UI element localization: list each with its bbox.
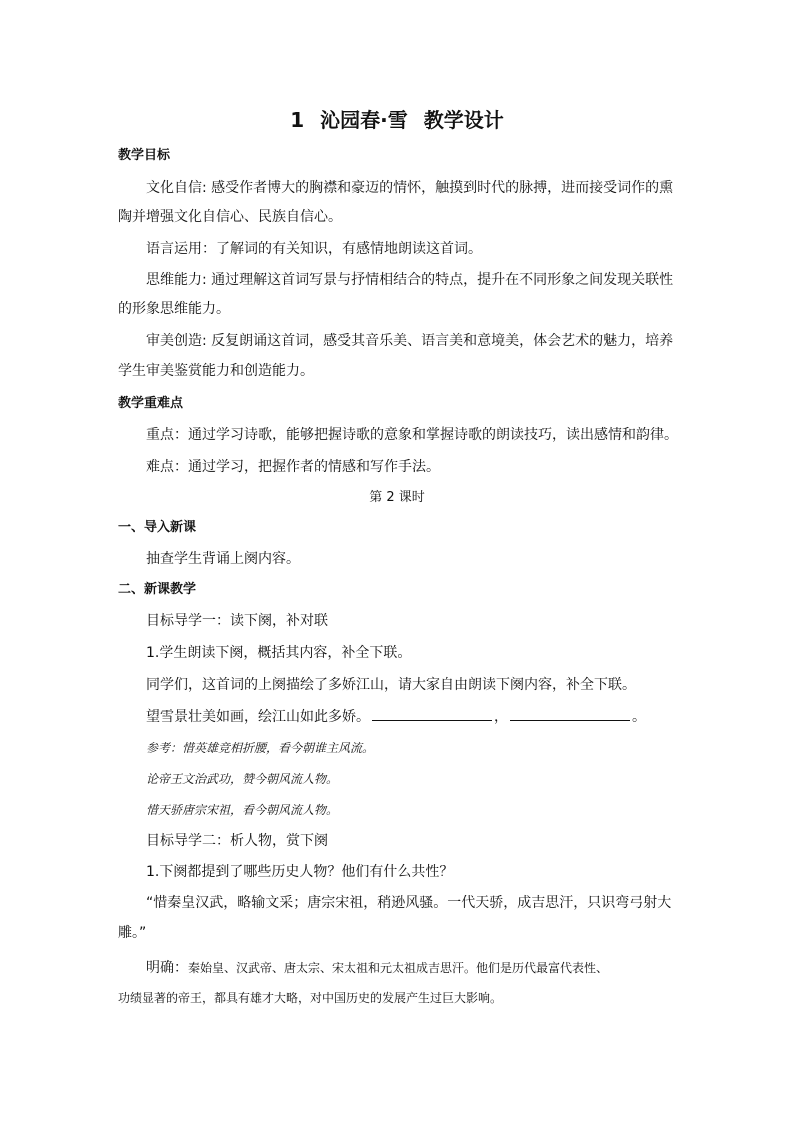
goal-language: 语言运用：了解词的有关知识，有感情地朗读这首词。 (146, 241, 482, 257)
goal-thinking-line2: 的形象思维能力。 (118, 301, 230, 317)
step1: 1.学生朗读下阕，概括其内容，补全下联。 (146, 645, 412, 661)
goal-culture-line1: 文化自信: 感受作者博大的胸襟和豪迈的情怀，触摸到时代的脉搏，进而接受词作的熏 (146, 180, 674, 196)
question1: 1.下阕都提到了哪些历史人物？他们有什么共性？ (146, 864, 454, 880)
answer-label: 明确： (146, 960, 188, 976)
couplet-exercise (146, 706, 646, 727)
lesson-label: 第 2 课时 (369, 490, 425, 505)
answer-line2: 功绩显著的帝王，都具有雄才大略，对中国历史的发展产生过巨大影响。 (118, 991, 503, 1005)
section1-content: 抽查学生背诵上阕内容。 (146, 551, 300, 567)
answer-line1 (146, 958, 608, 978)
quote-line2: 雕。” (118, 925, 147, 941)
answer-blank-2[interactable] (510, 706, 630, 721)
keypoint-key: 重点：通过学习诗歌，能够把握诗歌的意象和掌握诗歌的朗读技巧，读出感情和韵律。 (146, 427, 678, 443)
title-main: 沁园春·雪 (320, 108, 408, 132)
page-title (0, 106, 794, 134)
paragraph1: 同学们，这首词的上阕描绘了多娇江山，请大家自由朗读下阕内容，补全下联。 (146, 677, 636, 693)
couplet-prefix: 望雪景壮美如画，绘江山如此多娇。 (146, 709, 370, 725)
goal2-title: 目标导学二：析人物，赏下阕 (146, 833, 328, 849)
reference-2: 论帝王文治武功，赞今朝风流人物。 (146, 772, 339, 786)
reference-1: 参考：惜英雄竞相折腰，看今朝谁主风流。 (146, 741, 375, 755)
keypoints-heading: 教学重难点 (118, 396, 184, 411)
answer-text-1: 秦始皇、汉武帝、唐太宗、宋太祖和元太祖成吉思汗。他们是历代最富代表性、 (188, 961, 609, 975)
couplet-end: 。 (632, 709, 646, 725)
section1-heading: 一、导入新课 (118, 520, 197, 535)
title-number: 1 (290, 108, 305, 132)
reference-3: 惜天骄唐宗宋祖，看今朝风流人物。 (146, 803, 339, 817)
goal-thinking-line1: 思维能力: 通过理解这首词写景与抒情相结合的特点，提升在不同形象之间发现关联性 (146, 272, 674, 288)
keypoint-difficult: 难点：通过学习，把握作者的情感和写作手法。 (146, 459, 440, 475)
goal-aesthetic-line2: 学生审美鉴赏能力和创造能力。 (118, 363, 314, 379)
goal-culture-line2: 陶并增强文化自信心、民族自信心。 (118, 209, 342, 225)
goals-heading: 教学目标 (118, 148, 171, 163)
couplet-separator: ， (494, 709, 508, 725)
section2-heading: 二、新课教学 (118, 582, 197, 597)
goal1-title: 目标导学一：读下阕，补对联 (146, 613, 328, 629)
answer-blank-1[interactable] (372, 706, 492, 721)
quote-line1: “惜秦皇汉武，略输文采；唐宗宋祖，稍逊风骚。一代天骄，成吉思汗，只识弯弓射大 (146, 895, 672, 911)
title-sub: 教学设计 (423, 108, 504, 132)
goal-aesthetic-line1: 审美创造: 反复朗诵这首词，感受其音乐美、语言美和意境美，体会艺术的魅力，培养 (146, 333, 674, 349)
